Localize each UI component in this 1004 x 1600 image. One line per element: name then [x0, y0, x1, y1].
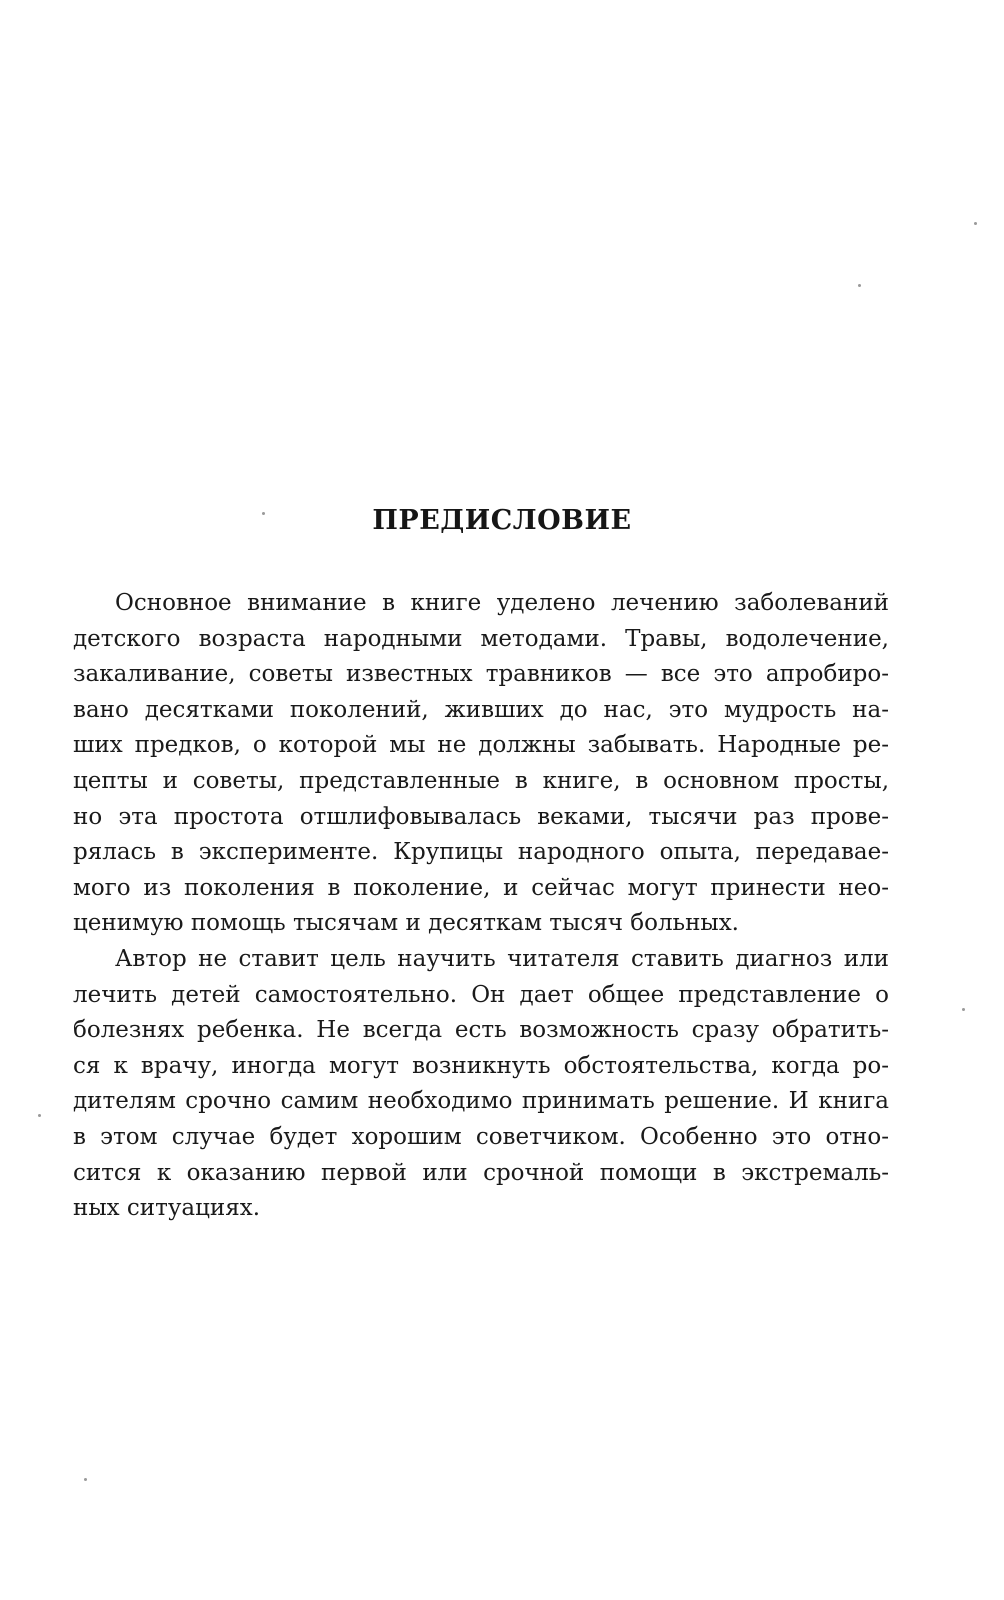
text-line: детского возраста народными методами. Травы, водолечение, — [73, 625, 889, 652]
text-line: сится к оказанию первой или срочной помощи в экстремаль- — [73, 1159, 889, 1186]
text-line: ценимую помощь тысячам и десяткам тысяч больных. — [73, 910, 739, 937]
text-line: закаливание, советы известных травников — все это апробиро- — [73, 661, 889, 688]
text-line: лечить детей самостоятельно. Он дает общее представление о — [73, 981, 889, 1008]
text-line: в этом случае будет хорошим советчиком. Особенно это отно- — [73, 1123, 889, 1150]
scan-speck — [858, 284, 861, 287]
text-line: ся к врачу, иногда могут возникнуть обстоятельства, когда ро- — [73, 1052, 889, 1079]
text-line: Автор не ставит цель научить читателя ставить диагноз или — [115, 945, 889, 972]
text-line: дителям срочно самим необходимо принимать решение. И книга — [73, 1088, 889, 1115]
text-line: болезнях ребенка. Не всегда есть возможность сразу обратить- — [73, 1017, 889, 1044]
text-line: ших предков, о которой мы не должны забывать. Народные ре- — [73, 732, 889, 759]
scan-speck — [962, 1008, 965, 1011]
text-line: ных ситуациях. — [73, 1195, 261, 1222]
text-line: вано десятками поколений, живших до нас, это мудрость на- — [73, 696, 889, 723]
text-line: Основное внимание в книге уделено лечению заболеваний — [115, 590, 889, 616]
text-line: цепты и советы, представленные в книге, в основном просты, — [73, 767, 889, 794]
preface-text — [73, 586, 889, 1227]
page-title: ПРЕДИСЛОВИЕ — [372, 505, 632, 536]
scan-speck — [262, 512, 265, 515]
text-line: мого из поколения в поколение, и сейчас могут принести нео- — [73, 874, 889, 901]
text-line: но эта простота отшлифовывалась веками, тысячи раз прове- — [73, 803, 889, 830]
text-line: рялась в эксперименте. Крупицы народного опыта, передавае- — [73, 839, 889, 866]
scan-speck — [38, 1114, 41, 1117]
scan-speck — [974, 222, 977, 225]
scan-speck — [84, 1478, 87, 1481]
